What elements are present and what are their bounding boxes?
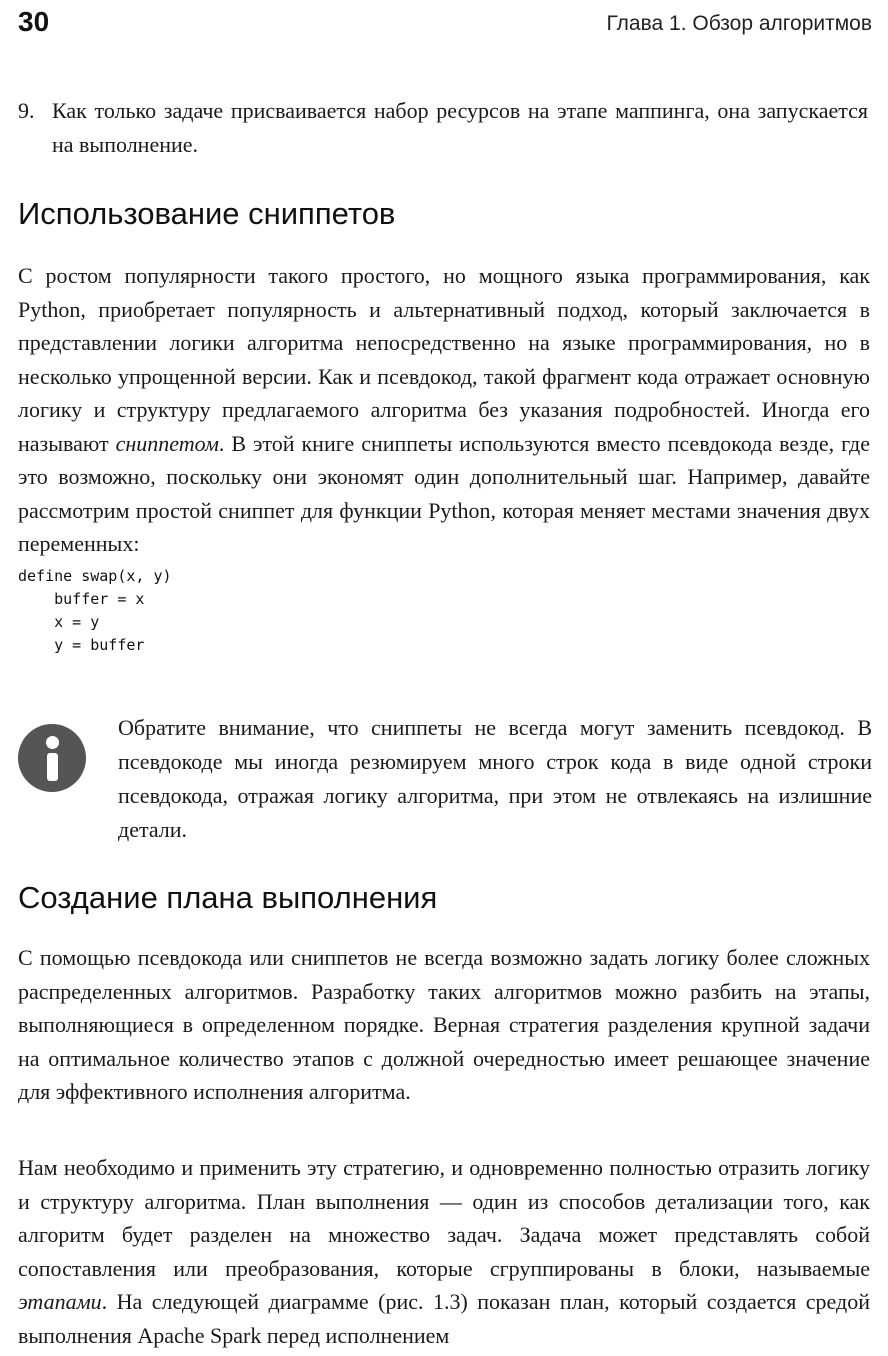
paragraph-plan-1: С помощью псевдокода или сниппетов не всегда возможно задать логику более сложных распределенных алгоритмов. Разработку таких алгоритмов можно разбить на этапы, выполняющиеся в определенном порядке. Верная стратегия разделения крупной задачи на оптимальное количество этапов с должной очередностью имеет решающее значение для эффективного исполнения алгоритма. [18, 945, 870, 1104]
paragraph-text: . В этой книге сниппеты используются вместо псевдокода везде, где это возможно, поскольку они экономят один дополнительный шаг. Например, давайте рассмотрим простой сниппет для функции Python, которая меняет местами значения двух переменных: [18, 430, 870, 556]
list-item-text: Как только задаче присваивается набор ресурсов на этапе маппинга, она запускается на выполнение. [52, 98, 868, 157]
page-number: 30 [18, 6, 50, 37]
paragraph-text: . На следующей диаграмме (рис. 1.3) показан план, который создается средой выполнения Apache Spark перед исполнением [18, 1289, 870, 1348]
list-item-number: 9. [18, 98, 35, 123]
code-block: define swap(x, y) buffer = x x = y y = buffer [18, 567, 172, 654]
emphasis-term: этапами [18, 1289, 102, 1314]
paragraph-plan-2 [18, 1151, 870, 1352]
section-heading-snippets: Использование сниппетов [18, 196, 396, 231]
paragraph-text: Нам необходимо и применить эту стратегию, и одновременно полностью отразить логику и структуру алгоритма. План выполнения — один из способов детализации того, как алгоритм будет разделен на множество задач. Задача может представлять собой сопоставления или преобразования, которые сгруппированы в блоки, называемые [18, 1155, 870, 1281]
list-item [18, 94, 868, 162]
emphasis-term: сниппетом [115, 430, 219, 456]
paragraph-text: С ростом популярности такого простого, но мощного языка программирования, как Python, приобретает популярность и альтернативный подход, который заключается в представлении логики алгоритма непосредственно на языке программирования, но в несколько упрощенной версии. Как и псевдокод, такой фрагмент кода отражает основную логику и структуру предлагаемого алгоритма без указания подробностей. Иногда его называют [18, 263, 870, 456]
info-icon [18, 724, 86, 792]
chapter-title: Глава 1. Обзор алгоритмов [606, 12, 872, 35]
paragraph-snippets [18, 259, 870, 561]
section-heading-plan: Создание плана выполнения [18, 880, 438, 915]
note-text: Обратите внимание, что сниппеты не всегда могут заменить псевдокод. В псевдокоде мы иногда резюмируем много строк кода в виде одной строки псевдокода, отражая логику алгоритма, при этом не отвлекаясь на излишние детали. [118, 715, 872, 842]
